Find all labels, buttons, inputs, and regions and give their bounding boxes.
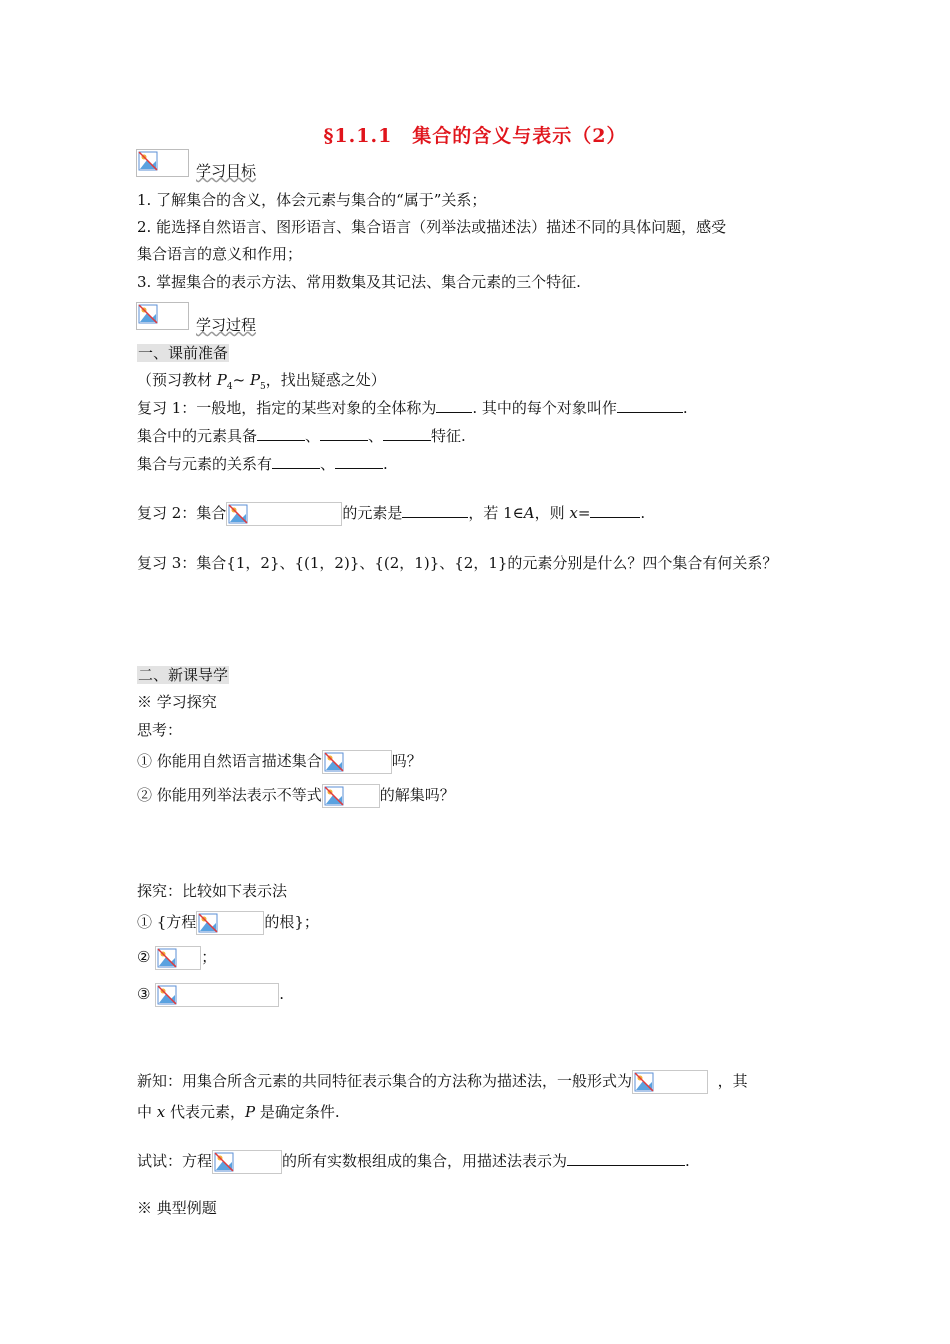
try-it: 试试：方程 的所有实数根组成的集合，用描述法表示为 . xyxy=(137,1150,690,1174)
review-2: 复习 2：集合 的元素是 ，若 1∈A，则 x= . xyxy=(137,502,645,526)
broken-image-icon xyxy=(226,502,342,526)
compare-item-2: ② ； xyxy=(137,946,216,970)
broken-image-icon xyxy=(196,911,264,935)
compare-heading: 探究：比较如下表示法 xyxy=(137,882,288,900)
goal-item: 3. 掌握集合的表示方法、常用数集及其记法、集合元素的三个特征. xyxy=(137,273,581,291)
question-1: ① 你能用自然语言描述集合 吗？ xyxy=(137,750,422,774)
broken-image-icon xyxy=(322,784,380,808)
new-knowledge: 新知：用集合所含元素的共同特征表示集合的方法称为描述法，一般形式为 ，其 xyxy=(137,1070,748,1094)
question-2: ② 你能用列举法表示不等式 的解集吗？ xyxy=(137,784,455,808)
review-1-line3: 集合与元素的关系有 、 . xyxy=(137,455,388,473)
explore-heading: ※ 学习探究 xyxy=(137,693,217,711)
goal-item: 集合语言的意义和作用； xyxy=(137,245,303,263)
new-knowledge-line2: 中 x 代表元素，P 是确定条件. xyxy=(137,1103,340,1121)
broken-image-icon xyxy=(136,302,189,330)
goal-item: 2. 能选择自然语言、图形语言、集合语言（列举法或描述法）描述不同的具体问题，感受 xyxy=(137,218,727,236)
process-heading: 学习过程 xyxy=(196,316,257,334)
compare-item-1: ① {方程 的根}； xyxy=(137,911,319,935)
goals-heading: 学习目标 xyxy=(196,162,257,180)
broken-image-icon xyxy=(155,946,201,970)
examples-heading: ※ 典型例题 xyxy=(137,1199,217,1217)
broken-image-icon xyxy=(322,750,392,774)
section-heading: 二、新课导学 xyxy=(138,666,229,684)
review-1: 复习 1：一般地，指定的某些对象的全体称为 . 其中的每个对象叫作 . xyxy=(137,399,688,417)
preview-note: （预习教材 $P_4\sim$ $P_5$，找出疑惑之处） xyxy=(137,371,386,392)
goal-item: 1. 了解集合的含义，体会元素与集合的“属于”关系； xyxy=(137,191,487,209)
broken-image-icon xyxy=(632,1070,708,1094)
compare-item-3: ③ . xyxy=(137,983,284,1007)
broken-image-icon xyxy=(212,1150,282,1174)
think-label: 思考： xyxy=(137,721,183,739)
broken-image-icon xyxy=(136,149,189,177)
broken-image-icon xyxy=(155,983,279,1007)
page-title: §1.1.1 集合的含义与表示（2） xyxy=(323,125,627,147)
review-3: 复习 3：集合{1，2}、{(1，2)}、{(2，1)}、{2，1}的元素分别是什么？四个集合有何关系？ xyxy=(137,554,778,572)
section-heading: 一、课前准备 xyxy=(138,344,229,362)
review-1-line2: 集合中的元素具备 、 、 特征. xyxy=(137,427,466,445)
